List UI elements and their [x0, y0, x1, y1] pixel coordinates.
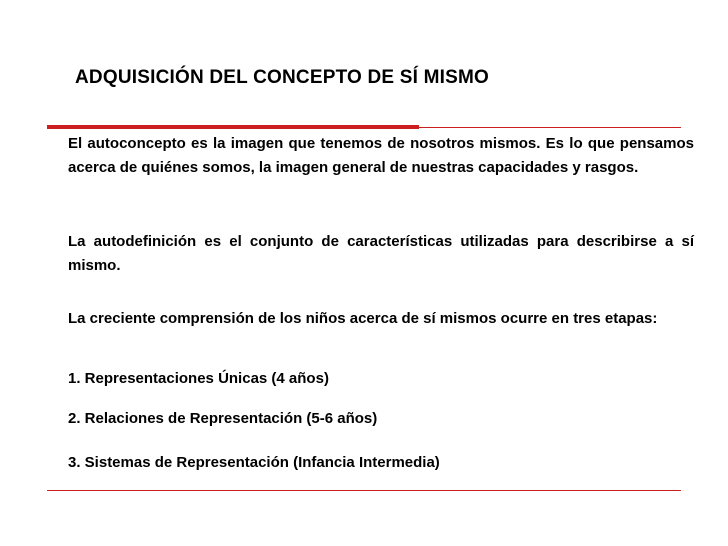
step-item-3: 3. Sistemas de Representación (Infancia Intermedia): [68, 454, 440, 471]
paragraph-etapas: La creciente comprensión de los niños acerca de sí mismos ocurre en tres etapas:: [68, 310, 658, 327]
title-underline-thick: [47, 125, 419, 129]
step-item-1: 1. Representaciones Únicas (4 años): [68, 370, 329, 387]
step-item-2: 2. Relaciones de Representación (5-6 años): [68, 410, 378, 427]
title-underline-thin: [419, 127, 681, 128]
paragraph-autodefinicion: La autodefinición es el conjunto de características utilizadas para describirse a sí mismo.: [68, 233, 694, 274]
paragraph-autoconcepto: El autoconcepto es la imagen que tenemos de nosotros mismos. Es lo que pensamos acerca de quiénes somos, la imagen general de nuestras capacidades y rasgos.: [68, 135, 694, 176]
bottom-divider: [47, 490, 681, 491]
slide-title: ADQUISICIÓN DEL CONCEPTO DE SÍ MISMO: [75, 67, 489, 88]
